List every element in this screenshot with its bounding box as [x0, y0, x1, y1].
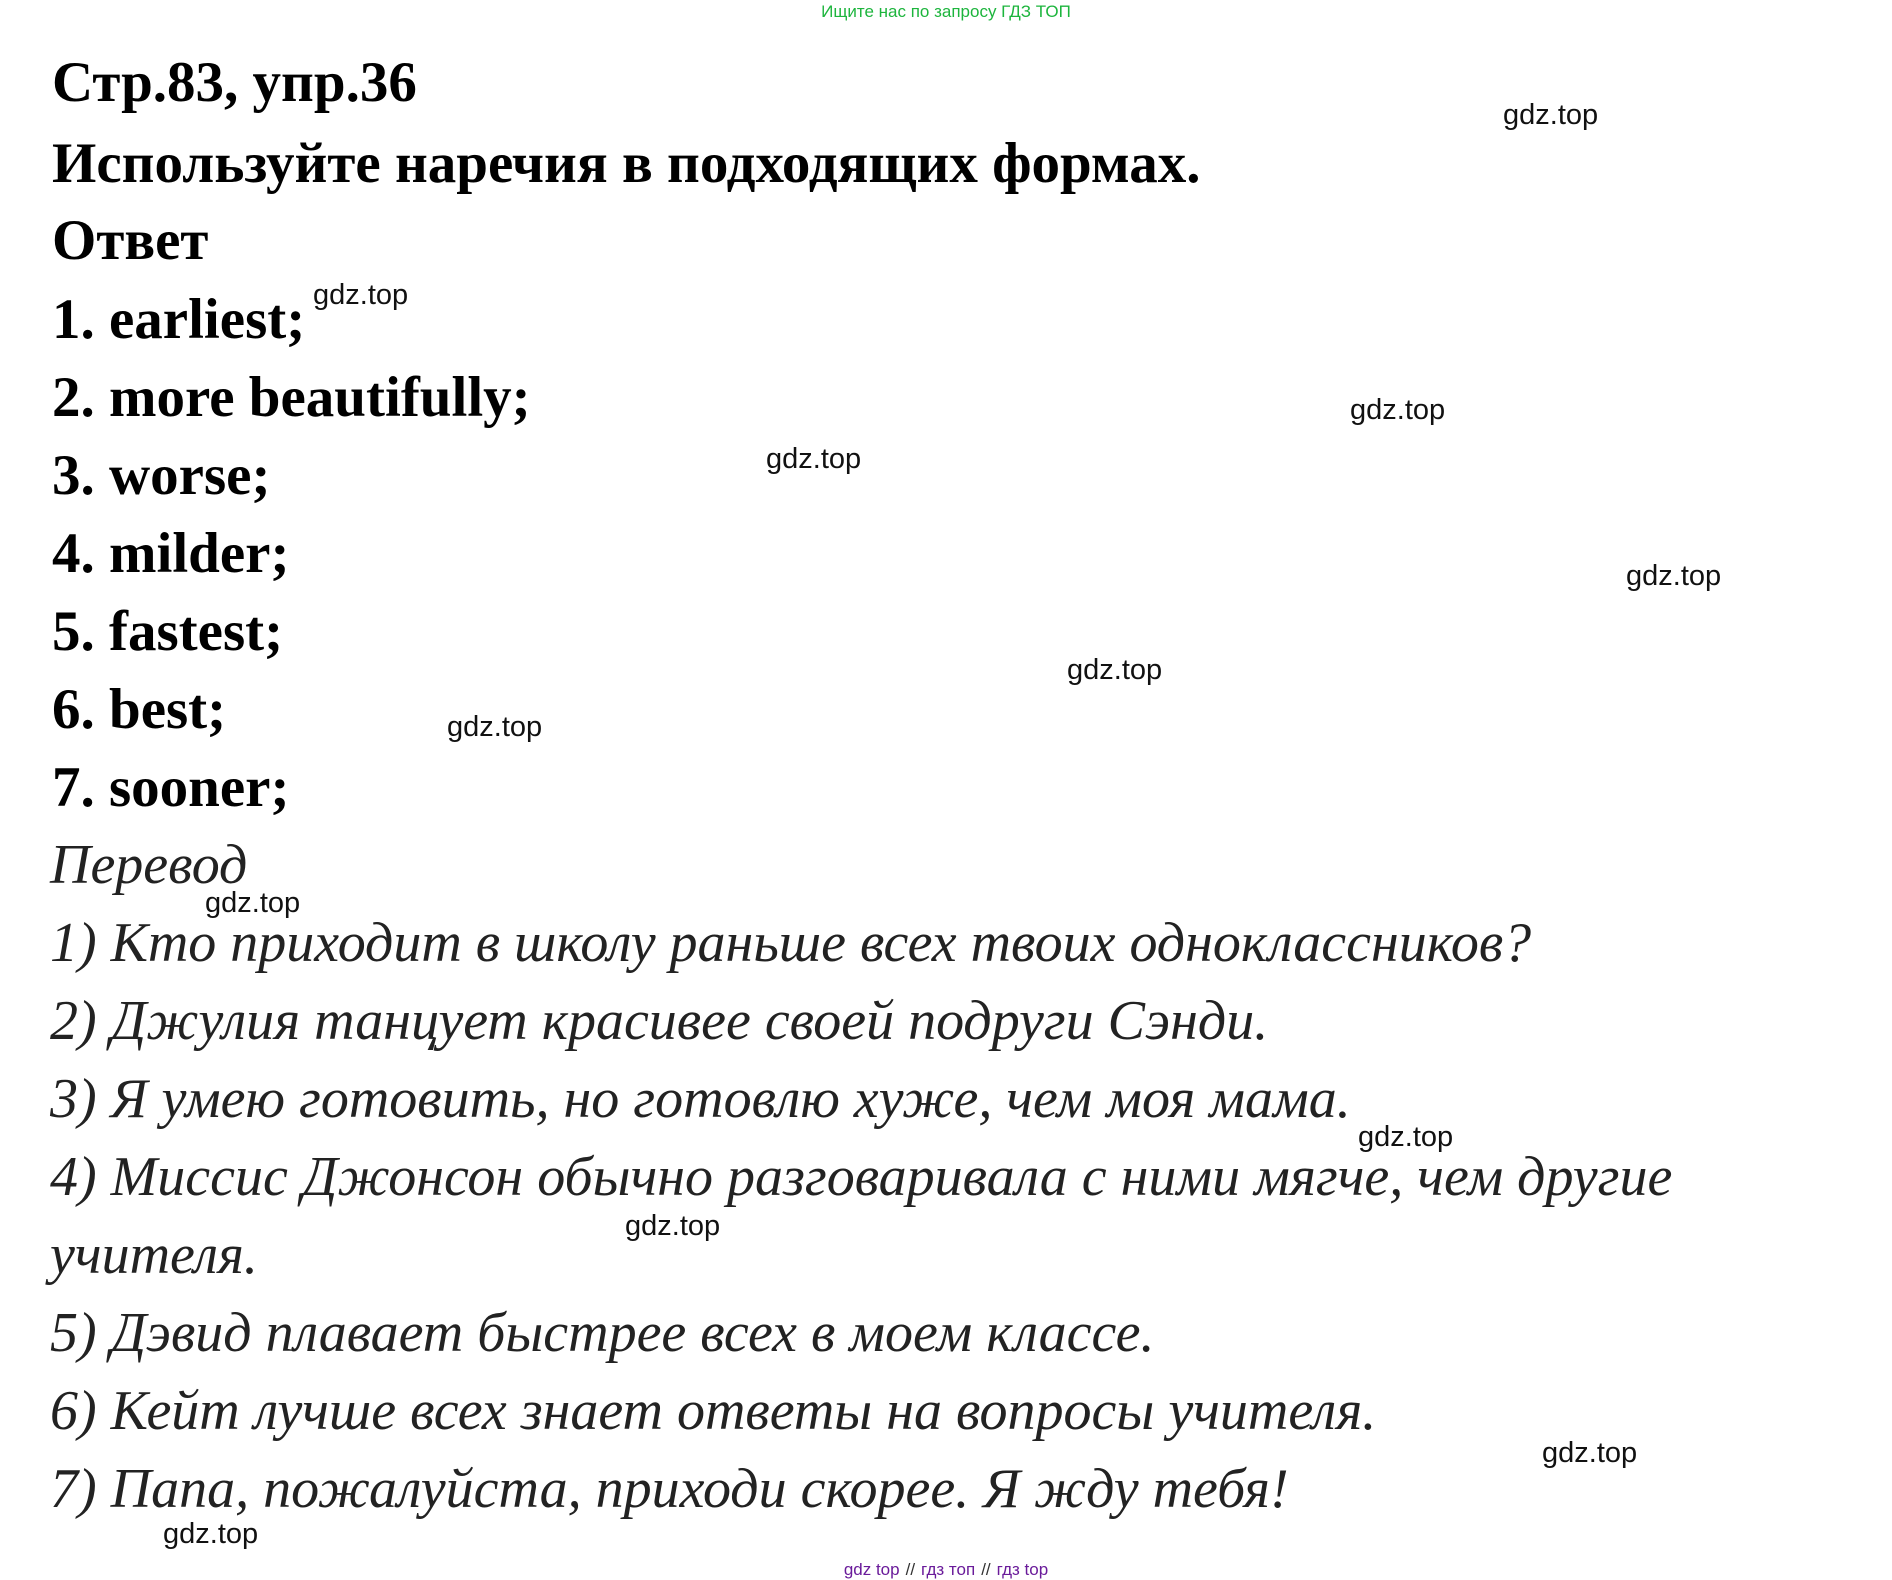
- translation-line: учителя.: [50, 1224, 258, 1286]
- answer-item: 7. sooner;: [52, 756, 290, 819]
- answer-item: 5. fastest;: [52, 600, 284, 663]
- footer-link[interactable]: gdz top: [843, 1560, 900, 1579]
- translation-label: Перевод: [50, 834, 248, 896]
- footer-separator: //: [981, 1560, 991, 1579]
- translation-line: 2) Джулия танцует красивее своей подруги Сэнди.: [50, 990, 1269, 1052]
- translation-line: 4) Миссис Джонсон обычно разговаривала с ними мягче, чем другие: [50, 1146, 1673, 1208]
- watermark: gdz.top: [1626, 560, 1722, 592]
- answer-item: 6. best;: [52, 678, 227, 741]
- top-banner: Ищите нас по запросу ГДЗ ТОП: [821, 2, 1071, 21]
- watermark: gdz.top: [163, 1518, 259, 1550]
- watermark: gdz.top: [313, 279, 409, 311]
- translation-line: 1) Кто приходит в школу раньше всех твоих одноклассников?: [50, 912, 1532, 974]
- footer-separator: //: [905, 1560, 916, 1579]
- page-title: Стр.83, упр.36: [52, 51, 417, 114]
- watermark: gdz.top: [1503, 99, 1599, 131]
- watermark: gdz.top: [625, 1210, 721, 1242]
- watermark: gdz.top: [205, 887, 301, 919]
- answer-item: 2. more beautifully;: [52, 366, 531, 429]
- footer-link[interactable]: гдз top: [996, 1560, 1049, 1579]
- footer-link[interactable]: гдз топ: [921, 1560, 976, 1579]
- watermark: gdz.top: [1542, 1437, 1638, 1469]
- answer-item: 4. milder;: [52, 522, 290, 585]
- watermark: gdz.top: [1067, 654, 1163, 686]
- task-instruction: Используйте наречия в подходящих формах.: [52, 132, 1201, 195]
- answer-item: 1. earliest;: [52, 288, 306, 351]
- translation-line: 7) Папа, пожалуйста, приходи скорее. Я жду тебя!: [50, 1458, 1289, 1520]
- translation-line: 5) Дэвид плавает быстрее всех в моем классе.: [50, 1302, 1155, 1364]
- answer-label: Ответ: [52, 209, 209, 272]
- watermark: gdz.top: [766, 443, 862, 475]
- translation-line: 3) Я умею готовить, но готовлю хуже, чем моя мама.: [50, 1068, 1351, 1130]
- footer: [0, 1560, 1892, 1580]
- answer-item: 3. worse;: [52, 444, 271, 507]
- translation-line: 6) Кейт лучше всех знает ответы на вопросы учителя.: [50, 1380, 1377, 1442]
- watermark: gdz.top: [1358, 1121, 1454, 1153]
- watermark: gdz.top: [447, 711, 543, 743]
- watermark: gdz.top: [1350, 394, 1446, 426]
